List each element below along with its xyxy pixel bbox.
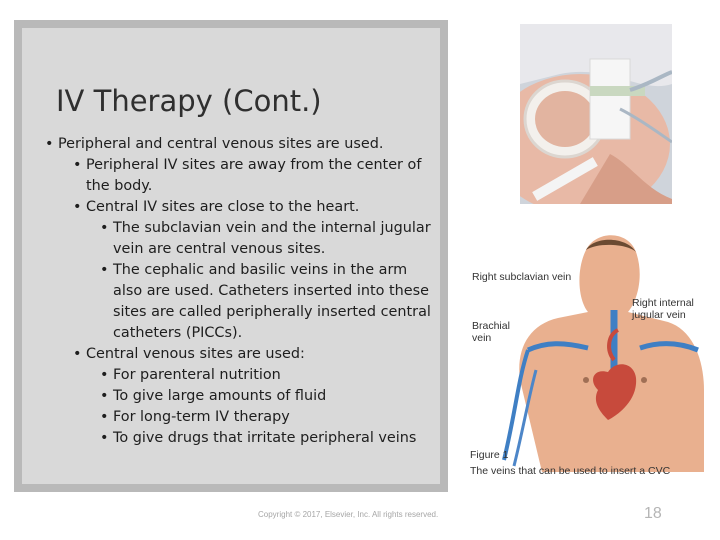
label-brachial-vein: Brachial vein bbox=[472, 320, 510, 344]
bullet-item: • For parenteral nutrition bbox=[40, 365, 440, 386]
vein-illustration bbox=[468, 230, 704, 472]
iv-dressing-photo bbox=[520, 24, 672, 204]
label-right-jugular-vein: Right internal jugular vein bbox=[632, 297, 694, 321]
figure-number: Figure 1 bbox=[470, 449, 509, 461]
iv-dressing-photo-art bbox=[520, 24, 672, 204]
bullet-item: • To give large amounts of fluid bbox=[40, 386, 440, 407]
bullet-item: • Peripheral and central venous sites are used. bbox=[40, 134, 440, 155]
figure-caption: The veins that can be used to insert a CVC bbox=[470, 465, 671, 477]
bullet-item: • Central IV sites are close to the heart. bbox=[40, 197, 440, 218]
slide-title: IV Therapy (Cont.) bbox=[56, 84, 322, 118]
bullet-item: • For long-term IV therapy bbox=[40, 407, 440, 428]
bullet-item: • Peripheral IV sites are away from the center of the body. bbox=[40, 155, 440, 197]
label-right-subclavian-vein: Right subclavian vein bbox=[472, 271, 572, 283]
page-number: 18 bbox=[644, 505, 662, 522]
bullet-item: • The cephalic and basilic veins in the arm also are used. Catheters inserted into these sites are called peripherally inserted central catheters (PICCs). bbox=[40, 260, 440, 344]
vein-illustration-art bbox=[468, 230, 704, 472]
bullet-item: • The subclavian vein and the internal jugular vein are central venous sites. bbox=[40, 218, 440, 260]
copyright-footer: Copyright © 2017, Elsevier, Inc. All rights reserved. bbox=[258, 510, 439, 519]
bullet-list bbox=[40, 134, 440, 449]
bullet-item: • To give drugs that irritate peripheral veins bbox=[40, 428, 440, 449]
bullet-item: • Central venous sites are used: bbox=[40, 344, 440, 365]
